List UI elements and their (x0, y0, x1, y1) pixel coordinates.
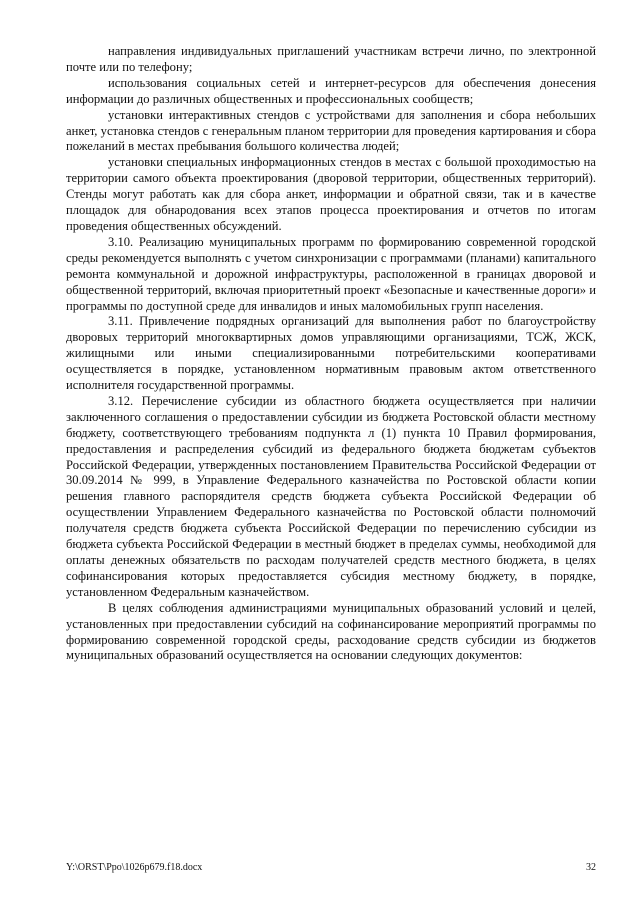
paragraph-subsidy-documents: В целях соблюдения администрациями муниципальных образований условий и целей, установленных при предоставлении субсидий на софинансирование мероприятий программы по формированию современной городской среды, расходование средств субсидии из бюджетов муниципальных образований осуществляется на основании следующих документов: (66, 600, 596, 663)
paragraph-interactive-stands: установки интерактивных стендов с устройствами для заполнения и сбора небольших анкет, установка стендов с генеральным планом территории для проведения картирования и сбора пожеланий в местах пребывания большого количества людей; (66, 107, 596, 154)
page-footer (66, 862, 596, 873)
footer-file-path: Y:\ORST\Ppo\1026p679.f18.docx (66, 862, 203, 873)
document-body (66, 44, 596, 664)
page-number: 32 (586, 862, 596, 873)
paragraph-3-12: 3.12. Перечисление субсидии из областного бюджета осуществляется при наличии заключенного соглашения о предоставлении субсидии из бюджета Ростовской области местному бюджету, соответствующего требованиям подпункта л (1) пункта 10 Правил формирования, предоставления и распределения субсидий из федерального бюджета бюджетам субъектов Российской Федерации, утвержденных постановлением Правительства Российской Федерации от 30.09.2014 № 999, в Управление Федерального казначейства по Ростовской области копии решения главного распорядителя средств бюджета субъекта Российской Федерации об осуществлении Управлением Федерального казначейства по Ростовской области полномочий получателя средств бюджета субъекта Российской Федерации по перечислению субсидии из бюджета субъекта Российской Федерации в местный бюджет в пределах суммы, необходимой для оплаты денежных обязательств по расходам получателей средств местного бюджета, в целях софинансирования которых предоставляется субсидия местному бюджету, в порядке, установленном Федеральным казначейством. (66, 393, 596, 599)
paragraph-information-stands: установки специальных информационных стендов в местах с большой проходимостью на территории самого объекта проектирования (дворовой территории, общественных территорий). Стенды могут работать как для сбора анкет, информации и обратной связи, так и в качестве площадок для обнародования всех этапов процесса проектирования и отчетов по итогам проведения общественных обсуждений. (66, 155, 596, 233)
paragraph-3-10: 3.10. Реализацию муниципальных программ по формированию современной городской среды рекомендуется выполнять с учетом синхронизации с программами (планами) капитального ремонта коммунальной и дорожной инфраструктуры, расположенной в границах дворовой и общественной территорий, включая приоритетный проект «Безопасные и качественные дороги» и программы по доступной среде для инвалидов и иных маломобильных групп населения. (66, 234, 596, 313)
paragraph-3-11: 3.11. Привлечение подрядных организаций для выполнения работ по благоустройству дворовых территорий многоквартирных домов управляющими организациями, ТСЖ, ЖСК, жилищными или иными специализированными потребительскими кооперативами осуществляется в порядке, установленном нормативным правовым актом ответственного исполнителя государственной программы. (66, 314, 596, 393)
paragraph-invitations: направления индивидуальных приглашений участникам встречи лично, по электронной почте или по телефону; (66, 44, 596, 74)
paragraph-social-networks: использования социальных сетей и интернет-ресурсов для обеспечения донесения информации до различных общественных и профессиональных сообществ; (66, 75, 596, 106)
